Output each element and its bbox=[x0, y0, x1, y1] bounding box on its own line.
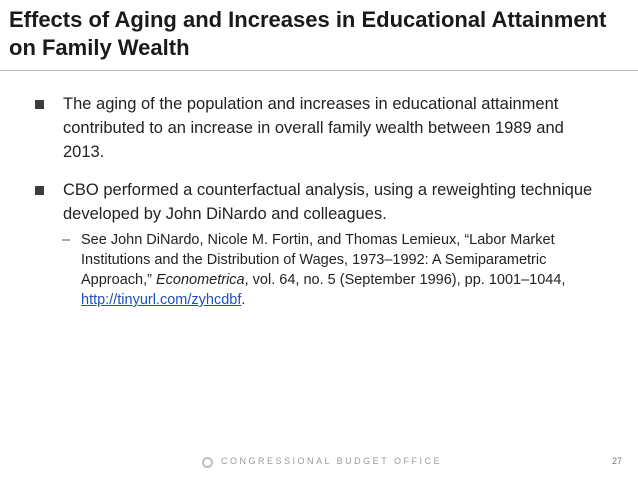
bullet-text: CBO performed a counterfactual analysis, using a reweighting technique developed by John DiNardo and colleagues. bbox=[63, 181, 593, 223]
title-divider bbox=[0, 70, 638, 71]
page-number: 27 bbox=[611, 456, 622, 466]
cbo-logo-icon bbox=[202, 457, 213, 468]
dash-bullet-icon: – bbox=[62, 232, 71, 248]
bullet-item bbox=[0, 178, 638, 226]
journal-name: Econometrica bbox=[155, 272, 245, 288]
footer bbox=[0, 454, 638, 474]
citation-end: . bbox=[241, 292, 246, 308]
bullet-item bbox=[0, 92, 638, 164]
square-bullet-icon bbox=[35, 186, 44, 195]
bullet-text: The aging of the population and increases in educational attainment contributed to an increase in overall family wealth between 1989 and 2013. bbox=[63, 95, 564, 161]
sub-bullet-item bbox=[0, 230, 638, 310]
bullet-list bbox=[0, 92, 638, 310]
citation-details: , vol. 64, no. 5 (September 1996), pp. 1001–1044, bbox=[244, 272, 566, 288]
slide-title: Effects of Aging and Increases in Educational Attainment on Family Wealth bbox=[9, 7, 607, 60]
citation-link[interactable]: http://tinyurl.com/zyhcdbf bbox=[81, 292, 242, 308]
footer-org: CONGRESSIONAL BUDGET OFFICE bbox=[221, 456, 443, 466]
square-bullet-icon bbox=[35, 100, 44, 109]
citation-text: See John DiNardo, Nicole M. Fortin, and Thomas Lemieux, “Labor Market Institutions and the Distribution of Wages, 1973–1992: A Semiparametric Approach,” bbox=[81, 232, 555, 288]
